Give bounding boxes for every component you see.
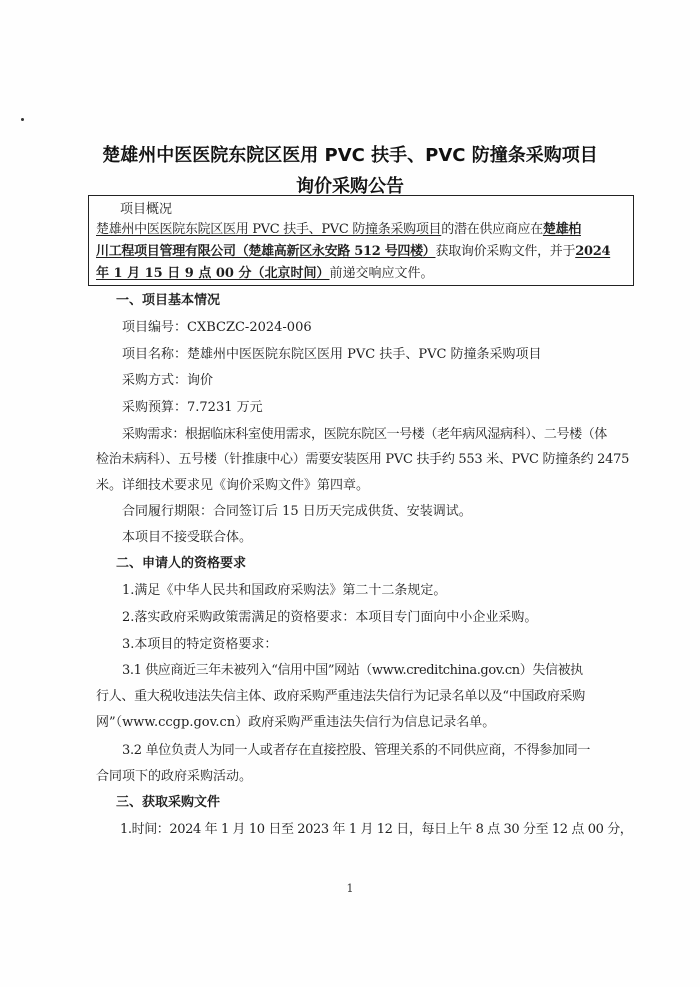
overview-year: 2024 <box>575 244 611 259</box>
section2-heading: 二、申请人的资格要求 <box>116 556 247 571</box>
announcement-subtitle: 询价采购公告 <box>296 176 404 197</box>
overview-line-1 <box>96 221 581 239</box>
overview-heading: 项目概况 <box>120 202 173 217</box>
requirement-3: 3.本项目的特定资格要求： <box>122 637 278 652</box>
acquisition-time: 1.时间：2024 年 1 月 10 日至 2023 年 1 月 12 日，每日上午 8 点 30 分至 12 点 00 分， <box>120 822 633 837</box>
section1-heading: 一、项目基本情况 <box>116 293 221 308</box>
scan-speck <box>21 118 24 121</box>
contract-period: 合同履行期限：合同签订后 15 日历天完成供货、安装调试。 <box>122 504 472 519</box>
demand-line-1: 采购需求：根据临床科室使用需求，医院东院区一号楼（老年病风湿病科）、二号楼（体 <box>122 427 607 442</box>
overview-line2-mid: 获取询价采购文件，并于 <box>435 244 576 259</box>
announcement-title: 楚雄州中医医院东院区医用 PVC 扶手、PVC 防撞条采购项目 <box>102 145 598 166</box>
requirement-1: 1.满足《中华人民共和国政府采购法》第二十二条规定。 <box>122 583 447 598</box>
overview-line1-mid: 的潜在供应商应在 <box>441 222 543 237</box>
procurement-method: 采购方式：询价 <box>122 373 214 388</box>
requirement-3-2-line-1: 3.2 单位负责人为同一人或者存在直接控股、管理关系的不同供应商，不得参加同一 <box>122 743 591 758</box>
overview-agent-rest: 川工程项目管理有限公司（楚雄高新区永安路 512 号四楼） <box>96 244 436 259</box>
overview-project-name: 楚雄州中医医院东院区医用 PVC 扶手、PVC 防撞条采购项目 <box>96 222 442 237</box>
no-consortium: 本项目不接受联合体。 <box>122 530 253 545</box>
overview-line-3 <box>96 265 434 283</box>
overview-agent-start: 楚雄柏 <box>542 222 581 237</box>
overview-line3-end: 前递交响应文件。 <box>329 266 434 281</box>
requirement-3-2-line-2: 合同项下的政府采购活动。 <box>96 769 253 784</box>
demand-line-3: 米。详细技术要求见《询价采购文件》第四章。 <box>96 478 370 493</box>
requirement-3-1-line-3: 网”（www.ccgp.gov.cn）政府采购严重违法失信行为信息记录名单。 <box>96 715 496 730</box>
project-name: 项目名称：楚雄州中医医院东院区医用 PVC 扶手、PVC 防撞条采购项目 <box>122 347 542 362</box>
project-number: 项目编号：CXBCZC-2024-006 <box>122 320 312 335</box>
procurement-budget: 采购预算：7.7231 万元 <box>122 400 263 415</box>
overview-line-2 <box>96 243 610 261</box>
overview-deadline: 年 1 月 15 日 9 点 00 分（北京时间） <box>96 266 330 281</box>
requirement-2: 2.落实政府采购政策需满足的资格要求：本项目专门面向中小企业采购。 <box>122 610 538 625</box>
demand-line-2: 检治未病科）、五号楼（针推康中心）需要安装医用 PVC 扶手约 553 米、PVC 防撞条约 2475 <box>96 452 630 467</box>
requirement-3-1-line-1: 3.1 供应商近三年未被列入“信用中国”网站（www.creditchina.gov.cn）失信被执 <box>122 663 583 678</box>
requirement-3-1-line-2: 行人、重大税收违法失信主体、政府采购严重违法失信行为记录名单以及“中国政府采购 <box>96 689 585 704</box>
section3-heading: 三、获取采购文件 <box>116 795 221 810</box>
page-number: 1 <box>346 882 354 895</box>
